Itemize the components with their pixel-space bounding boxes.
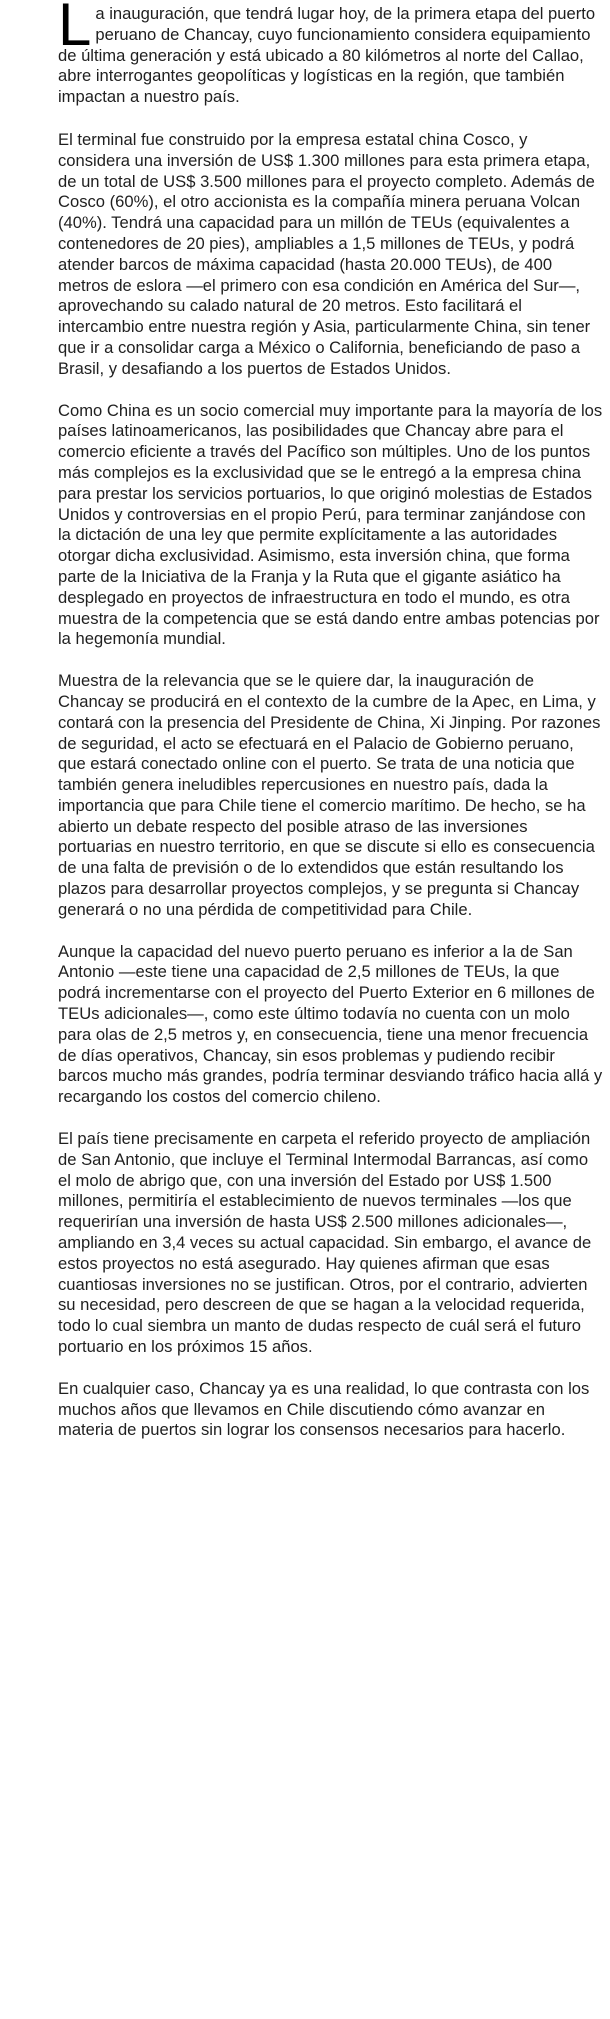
paragraph-4: Muestra de la relevancia que se le quiere dar, la inauguración de Chancay se producirá en el contexto de la cumbre de la Apec, en Lima, y contará con la presencia del Presidente de China, Xi Jinping. Por razones de seguridad, el acto se efectuará en el Palacio de Gobierno peruano, que estará conectado online con el puerto. Se trata de una noticia que también genera ineludibles repercusiones en nuestro país, dada la importancia que para Chile tiene el comercio marítimo. De hecho, se ha abierto un debate respecto del posible atraso de las inversiones portuarias en nuestro territorio, en que se discute si ello es consecuencia de una falta de previsión o de lo extendidos que están resultando los plazos para desarrollar proyectos complejos, y se pregunta si Chancay generará o no una pérdida de competitividad para Chile. — [58, 671, 601, 919]
article-body — [58, 0, 603, 1462]
paragraph-1-text: a inauguración, que tendrá lugar hoy, de la primera etapa del puerto peruano de Chancay, cuyo funcionamiento considera equipamiento de última generación y está ubicado a 80 kilómetros al norte del Callao, abre interrogantes geopolíticas y logísticas en la región, que también impactan a nuestro país. — [58, 4, 596, 107]
paragraph-5: Aunque la capacidad del nuevo puerto peruano es inferior a la de San Antonio —este tiene una capacidad de 2,5 millones de TEUs, la que podrá incrementarse con el proyecto del Puerto Exterior en 6 millones de TEUs adicionales—, como este último todavía no cuenta con un molo para olas de 2,5 metros y, en consecuencia, tiene una menor frecuencia de días operativos, Chancay, sin esos problemas y pudiendo recibir barcos mucho más grandes, podría terminar desviando tráfico hacia allá y recargando los costos del comercio chileno. — [58, 941, 603, 1107]
paragraph-1 — [58, 0, 603, 108]
paragraph-7: En cualquier caso, Chancay ya es una realidad, lo que contrasta con los muchos años que llevamos en Chile discutiendo cómo avanzar en materia de puertos sin lograr los consensos necesarios para hacerlo. — [58, 1378, 590, 1440]
drop-cap: L — [58, 0, 92, 58]
paragraph-2: El terminal fue construido por la empresa estatal china Cosco, y considera una inversión de US$ 1.300 millones para esta primera etapa, de un total de US$ 3.500 millones para el proyecto completo. Además de Cosco (60%), el otro accionista es la compañía minera peruana Volcan (40%). Tendrá una capacidad para un millón de TEUs (equivalentes a contenedores de 20 pies), ampliables a 1,5 millones de TEUs, y podrá atender barcos de máxima capacidad (hasta 20.000 TEUs), de 400 metros de eslora —el primero con esa condición en América del Sur—, aprovechando su calado natural de 20 metros. Esto facilitará el intercambio entre nuestra región y Asia, particularmente China, sin tener que ir a consolidar carga a México o California, beneficiando de paso a Brasil, y desafiando a los puertos de Estados Unidos. — [58, 129, 595, 378]
paragraph-3: Como China es un socio comercial muy importante para la mayoría de los países latinoamericanos, las posibilidades que Chancay abre para el comercio eficiente a través del Pacífico son múltiples. Uno de los puntos más complejos es la exclusividad que se le entregó a la empresa china para prestar los servicios portuarios, lo que originó molestias de Estados Unidos y controversias en el propio Perú, para terminar zanjándose con la dictación de una ley que permite explícitamente a las autoridades otorgar dicha exclusividad. Asimismo, esta inversión china, que forma parte de la Iniciativa de la Franja y la Ruta que el gigante asiático ha desplegado en proyectos de infraestructura en todo el mundo, es otra muestra de la competencia que se está dando entre ambas potencias por la hegemonía mundial. — [58, 400, 603, 649]
paragraph-6: El país tiene precisamente en carpeta el referido proyecto de ampliación de San Antonio, que incluye el Terminal Intermodal Barrancas, así como el molo de abrigo que, con una inversión del Estado por US$ 1.500 millones, permitiría el establecimiento de nuevos terminales —los que requerirían una inversión de hasta US$ 2.500 millones adicionales—, ampliando en 3,4 veces su actual capacidad. Sin embargo, el avance de estos proyectos no está asegurado. Hay quienes afirman que esas cuantiosas inversiones no se justifican. Otros, por el contrario, advierten su necesidad, pero descreen de que se hagan a la velocidad requerida, todo lo cual siembra un manto de dudas respecto de cuál será el futuro portuario en los próximos 15 años. — [58, 1129, 592, 1357]
